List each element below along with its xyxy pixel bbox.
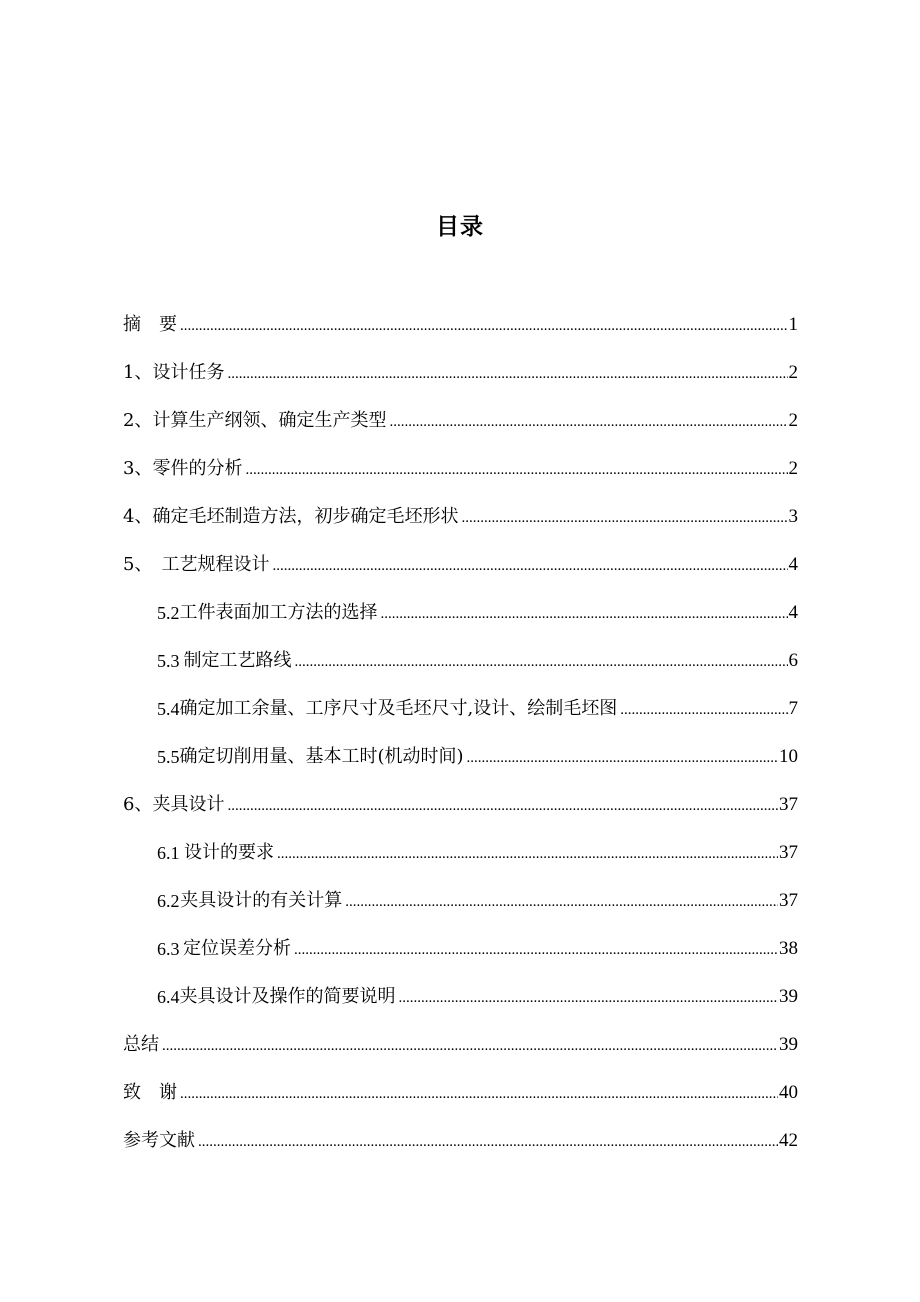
toc-leader-dots [245, 460, 787, 480]
toc-entry-text: 确定切削用量、基本工时(机动时间) [179, 746, 464, 767]
toc-title: 目录 [436, 213, 484, 240]
toc-entry-text: 夹具设计的有关计算 [180, 890, 343, 911]
toc-entry-text: 摘 要 [123, 314, 177, 335]
toc-entry-5-3[interactable] [157, 646, 798, 672]
toc-entry-acknowledgements[interactable] [123, 1078, 798, 1104]
toc-leader-dots [180, 316, 788, 336]
toc-leader-dots [295, 652, 788, 672]
toc-entry-page: 6 [788, 650, 798, 671]
toc-entry-6-1[interactable] [157, 838, 798, 864]
toc-leader-dots [399, 988, 779, 1008]
toc-entry-page: 2 [788, 458, 798, 479]
toc-entry-page: 40 [779, 1082, 798, 1103]
toc-entry-6[interactable] [123, 790, 798, 816]
toc-leader-dots [272, 556, 787, 576]
toc-entry-page: 39 [779, 986, 798, 1007]
toc-leader-dots [467, 748, 778, 768]
toc-leader-dots [381, 604, 788, 624]
toc-entry-text: 参考文献 [123, 1130, 195, 1151]
toc-entry-text: 1、设计任务 [123, 362, 225, 383]
toc-leader-dots [198, 1132, 778, 1152]
toc-entry-page: 38 [779, 938, 798, 959]
toc-entry-page: 3 [788, 506, 798, 527]
toc-entry-text: 致 谢 [123, 1082, 177, 1103]
toc-entry-page: 7 [788, 698, 798, 719]
toc-leader-dots [162, 1036, 778, 1056]
toc-entry-page: 39 [779, 1034, 798, 1055]
toc-entry-text: 确定加工余量、工序尺寸及毛坯尺寸,设计、绘制毛坯图 [179, 698, 618, 719]
toc-entry-number: 6.1 [157, 843, 180, 863]
toc-entry-text: 4、确定毛坯制造方法，初步确定毛坯形状 [123, 506, 459, 527]
toc-entry-text: 定位误差分析 [183, 938, 292, 959]
toc-entry-summary[interactable] [123, 1030, 798, 1056]
toc-entry-number: 6.4 [157, 987, 180, 1007]
toc-entry-text: 3、零件的分析 [123, 458, 243, 479]
toc-leader-dots [345, 892, 778, 912]
toc-entry-4[interactable] [123, 502, 798, 528]
toc-entry-6-4[interactable] [157, 982, 798, 1008]
toc-entry-6-3[interactable] [157, 934, 798, 960]
toc-entry-references[interactable] [123, 1126, 798, 1152]
toc-entry-6-2[interactable] [157, 886, 798, 912]
toc-entry-text: 工件表面加工方法的选择 [179, 602, 378, 623]
toc-entry-5-2[interactable] [157, 598, 798, 624]
toc-entry-page: 42 [779, 1130, 798, 1151]
toc-entry-abstract[interactable] [123, 310, 798, 336]
toc-entry-5-4[interactable] [157, 694, 798, 720]
toc-entry-number: 5.3 [157, 651, 180, 671]
toc-entry-number: 5.2 [157, 603, 180, 623]
toc-entry-5-5[interactable] [157, 742, 798, 768]
toc-entry-text: 夹具设计及操作的简要说明 [179, 986, 396, 1007]
toc-leader-dots [227, 796, 778, 816]
toc-entry-page: 37 [779, 890, 798, 911]
toc-entry-5[interactable] [123, 550, 798, 576]
toc-entry-text: 2、计算生产纲领、确定生产类型 [123, 410, 387, 431]
toc-entry-number: 6.2 [157, 891, 180, 911]
toc-entry-page: 2 [788, 362, 798, 383]
toc-entry-page: 37 [779, 794, 798, 815]
toc-entry-1[interactable] [123, 358, 798, 384]
toc-entry-page: 2 [788, 410, 798, 431]
toc-entry-number: 5.5 [157, 747, 180, 767]
toc-entry-page: 4 [788, 554, 798, 575]
toc-leader-dots [227, 364, 787, 384]
toc-leader-dots [294, 940, 778, 960]
toc-entry-text: 6、夹具设计 [123, 794, 225, 815]
toc-leader-dots [180, 1084, 778, 1104]
toc-entry-page: 4 [788, 602, 798, 623]
toc-entry-text: 设计的要求 [183, 842, 274, 863]
toc-leader-dots [389, 412, 787, 432]
toc-entry-page: 37 [779, 842, 798, 863]
toc-entry-text: 制定工艺路线 [183, 650, 292, 671]
toc-entry-page: 10 [779, 746, 798, 767]
toc-leader-dots [620, 700, 787, 720]
toc-entry-number: 5.4 [157, 699, 180, 719]
toc-entry-3[interactable] [123, 454, 798, 480]
toc-entry-text: 总结 [123, 1034, 159, 1055]
toc-leader-dots [277, 844, 778, 864]
toc-entry-text: 5、 工艺规程设计 [123, 554, 270, 575]
toc-leader-dots [461, 508, 787, 528]
toc-entry-page: 1 [788, 314, 798, 335]
toc-entry-number: 6.3 [157, 939, 180, 959]
toc-entry-2[interactable] [123, 406, 798, 432]
